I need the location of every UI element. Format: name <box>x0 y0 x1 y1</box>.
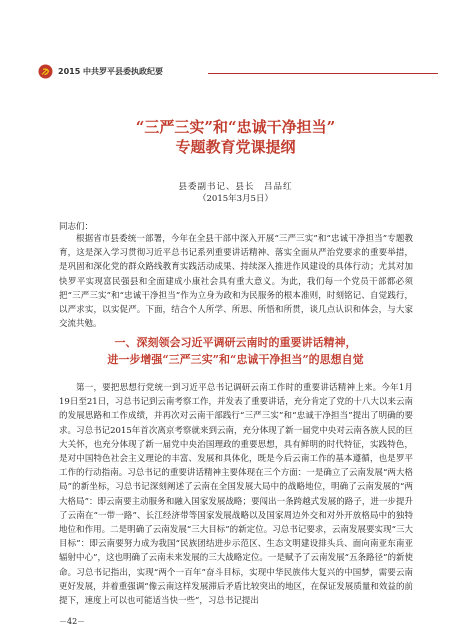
page-number: －42－ <box>59 617 86 626</box>
salutation: 同志们： <box>59 222 94 232</box>
section-heading-line2: 进一步增强“三严三实”和“忠诚干净担当”的思想自觉 <box>107 353 364 366</box>
header-rule <box>208 73 438 74</box>
article-title-line2: 专题教育党课提纲 <box>175 138 296 156</box>
date-line: （2015年3月5日） <box>198 194 273 204</box>
author-line: 县委副书记、县长 吕品红 <box>178 182 293 192</box>
body-paragraph: 第一，要把思想行党统一到习近平总书记调研云南工作时的重要讲话精神上来。今年1月19日至21日，习总书记到云南考察工作，并发表了重要讲话，充分肯定了党的十八大以来云南的发展思路和工作成绩，并再次对云南干部践行“三严三实”和“忠诚干净担当”提出了明确的要求。习总书记2015年首次离京考察就来到云南，充分体现了新一届党中央对云南各族人民的巨大关怀，也充分体现了新一届党中央治国理政的重要思想，具有鲜明的时代特征，实践特色，是对中国特色社会主义理论的丰富、发展和具体化，既是今后云南工作的基本遵循，也是罗平工作的行动指南。习总书记的重要讲话精神主要体现在三个方面：一是确立了云南发展“两大格局”的新坐标，习总书记深刻阐述了云南在全国发展大局中的战略地位，明确了云南发展的“两大格局”：即云南要主动服务和融入国家发展战略；要闯出一条跨越式发展的路子，进一步提升了云南在“一带一路”、长江经济带等国家发展战略以及国家周边外交和对外开放格局中的独特地位和作用。二是明确了云南发展“三大目标”的新定位。习总书记要求，云南发展要实现“三大目标”：即云南要努力成为我国“民族团结进步示范区、生态文明建设排头兵、面向南亚东南亚辐射中心”，这也明确了云南未来发展的三大战略定位。一是赋予了云南发展“五条路径”的新使命。习总书记指出，实现“两个一百年”奋斗目标，实现中华民族伟大复兴的中国梦，需要云南更好发展，并着重强调“像云南这样发展滞后矛盾比较突出的地区，在保证发展质量和效益的前提下，速度上可以也可能适当快一些”，习总书记提出 <box>59 383 413 607</box>
running-header <box>38 64 438 80</box>
article-title-line1: “三严三实”和“忠诚干净担当” <box>135 118 336 136</box>
header-title: 2015 中共罗平县委执政纪要 <box>58 67 164 76</box>
party-emblem-icon <box>38 64 53 79</box>
intro-paragraph: 根据省市县委统一部署，今年在全县干部中深入开展“三严三实”和“忠诚干净担当”专题教育，这是深入学习贯彻习近平总书记系列重要讲话精神、落实全面从严治党要求的重要举措，是巩固和深化党的群众路线教育实践活动成果、持续深入推进作风建设的具体行动；尤其对加快罗平实现富民强县和全面建成小康社会具有重大意义。为此，我们每一个党员干部都必须把“三严三实”和“忠诚干净担当”作为立身为政和为民服务的根本准则，时刻铭记、自觉践行，以严求实，以实促严。下面，结合个人所学、所思、所悟和所贯，谈几点认识和体会，与大家交流共勉。 <box>59 234 413 330</box>
section-heading-line1: 一、深刻领会习近平调研云南时的重要讲话精神， <box>114 336 357 349</box>
